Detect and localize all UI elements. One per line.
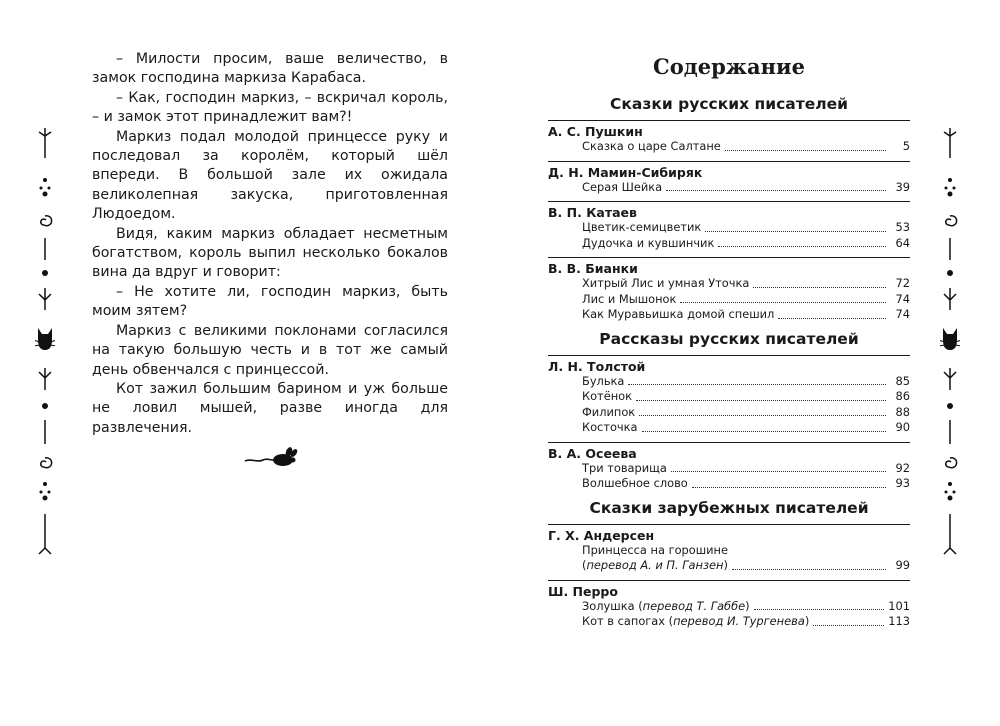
dot-leader <box>642 431 886 432</box>
section-heading: Сказки русских писателей <box>610 95 848 113</box>
dot-leader <box>778 318 886 319</box>
toc-entry <box>548 139 910 155</box>
author-name: Л. Н. Толстой <box>548 355 910 374</box>
author-name: Д. Н. Мамин-Сибиряк <box>548 161 910 180</box>
dot-leader <box>725 150 886 151</box>
dot-leader <box>732 569 886 570</box>
toc-entry <box>548 389 910 405</box>
page-number: 53 <box>895 220 910 234</box>
toc-entry-text: Золушка (перевод Т. Габбе) <box>582 598 750 613</box>
page-number: 101 <box>888 598 910 613</box>
author-name: А. С. Пушкин <box>548 120 910 139</box>
toc-entry <box>548 558 910 574</box>
page-number: 39 <box>895 179 910 194</box>
toc-entry <box>548 599 910 615</box>
toc-entry <box>548 420 910 436</box>
page-number: 72 <box>895 276 910 290</box>
dot-leader <box>692 487 886 488</box>
toc-entry-title: Серая Шейка <box>582 179 663 194</box>
author-group <box>548 580 910 630</box>
mouse-icon <box>243 446 299 468</box>
toc-entry-note: перевод Т. Габбе <box>642 598 746 613</box>
dot-leader <box>680 302 886 303</box>
page-number: 5 <box>902 139 910 153</box>
page-number: 92 <box>895 460 910 475</box>
author-group <box>548 120 910 155</box>
toc-entry <box>548 476 910 492</box>
toc-entry-text <box>582 220 701 236</box>
dot-leader <box>671 471 886 472</box>
toc-entry <box>548 461 910 477</box>
toc-entry-title: Косточка <box>582 420 638 434</box>
author-name: В. А. Осеева <box>548 442 910 461</box>
author-group <box>548 524 910 574</box>
toc-entry-text <box>582 180 662 196</box>
story-paragraph: – Милости просим, ваше величество, в замок господина маркиза Карабаса. <box>92 51 448 87</box>
toc-entry <box>548 276 910 292</box>
toc-entry-title: Принцесса на горошине <box>582 542 729 557</box>
author-name: В. В. Бианки <box>548 257 910 276</box>
toc-entry-title: Как Муравьишка домой спешил <box>582 307 775 321</box>
toc-entry-text <box>582 405 635 421</box>
toc-entry-text <box>582 292 676 308</box>
toc-entry-text <box>582 236 714 252</box>
toc-entry-text <box>582 476 688 492</box>
section-heading: Рассказы русских писателей <box>599 329 859 348</box>
dot-leader <box>639 415 886 416</box>
story-paragraph: Кот зажил большим барином и уж больше не ловил мышей, разве иногда для развлечения. <box>92 380 448 436</box>
toc-entry-title: Кот в сапогах <box>582 614 666 628</box>
toc-entry-text <box>582 139 721 155</box>
toc-entry-text <box>582 374 624 390</box>
author-name: В. П. Катаев <box>548 201 910 220</box>
story-paragraph: Видя, каким маркиз обладает несметным богатством, король выпил несколько бокалов вина да вдруг и говорит: <box>92 225 448 281</box>
page-number: 113 <box>888 614 910 628</box>
author-group <box>548 355 910 436</box>
story-paragraph: – Как, господин маркиз, – вскричал король, – и замок этот принадлежит вам?! <box>92 89 448 126</box>
toc-entry-text <box>582 420 638 436</box>
dot-leader <box>718 246 886 247</box>
story-paragraph: Маркиз подал молодой принцессе руку и последовал за королём, который шёл впереди. В большой зале их ожидала великолепная закуска, приготовленная Людоедом. <box>92 128 448 223</box>
story-paragraph: – Не хотите ли, господин маркиз, быть моим зятем? <box>92 283 448 320</box>
page-number: 99 <box>895 558 910 572</box>
toc-entry-text <box>582 276 749 292</box>
table-of-contents <box>548 50 910 636</box>
dot-leader <box>754 609 885 610</box>
story-paragraph: Маркиз с великими поклонами согласился на такую большую честь и в тот же самый день обвенчался с принцессой. <box>92 322 448 378</box>
dot-leader <box>666 190 886 191</box>
author-name: Ш. Перро <box>548 580 910 599</box>
section-heading: Сказки зарубежных писателей <box>589 498 869 517</box>
dot-leader <box>705 231 886 232</box>
toc-entry <box>548 405 910 421</box>
toc-entry-title: Хитрый Лис и умная Уточка <box>582 276 750 290</box>
dot-leader <box>753 287 886 288</box>
toc-body <box>548 94 910 630</box>
toc-entry-note-wrap: (перевод А. и П. Ганзен) <box>582 558 728 572</box>
toc-entry <box>548 292 910 308</box>
story-text <box>92 50 448 438</box>
toc-entry <box>548 236 910 252</box>
page-number: 64 <box>895 235 910 250</box>
toc-entry-title: Цветик-семицветик <box>582 220 702 234</box>
author-group <box>548 201 910 251</box>
toc-entry-title: Дудочка и кувшинчик <box>582 235 715 250</box>
page-number: 74 <box>895 307 910 321</box>
toc-entry-note: перевод А. и П. Ганзен <box>586 558 724 572</box>
dot-leader <box>813 625 884 626</box>
page-number: 85 <box>895 373 910 388</box>
toc-entry-text <box>582 389 632 405</box>
toc-entry-title: Золушка <box>582 598 635 613</box>
page-number: 90 <box>895 420 910 434</box>
author-group <box>548 257 910 323</box>
toc-entry <box>548 614 910 630</box>
decorative-border-right <box>940 128 960 568</box>
toc-entry <box>548 374 910 390</box>
toc-entry-title: Котёнок <box>582 389 632 403</box>
toc-entry-text: Кот в сапогах (перевод И. Тургенева) <box>582 614 810 628</box>
toc-entry-title: Три товарища <box>582 460 667 475</box>
dot-leader <box>636 400 886 401</box>
page-number: 86 <box>895 389 910 403</box>
toc-entry <box>548 307 910 323</box>
toc-entry <box>548 180 910 196</box>
page-number: 88 <box>895 404 910 419</box>
page-number: 93 <box>895 476 910 490</box>
toc-title: Содержание <box>653 54 805 79</box>
toc-entry-title: Сказка о царе Салтане <box>582 139 721 153</box>
author-group <box>548 161 910 196</box>
toc-entry-text <box>582 307 774 323</box>
toc-entry-title: Лис и Мышонок <box>582 291 677 306</box>
dot-leader <box>628 384 886 385</box>
toc-entry <box>548 220 910 236</box>
toc-entry-title: Волшебное слово <box>582 476 688 490</box>
author-name: Г. Х. Андерсен <box>548 524 910 543</box>
toc-entry-text <box>582 461 667 477</box>
author-group <box>548 442 910 492</box>
toc-entry-title: Филипок <box>582 404 636 419</box>
toc-entry-title: Булька <box>582 373 625 388</box>
page-number: 74 <box>895 291 910 306</box>
decorative-border-left <box>35 128 55 568</box>
toc-entry-note: перевод И. Тургенева <box>673 614 805 628</box>
